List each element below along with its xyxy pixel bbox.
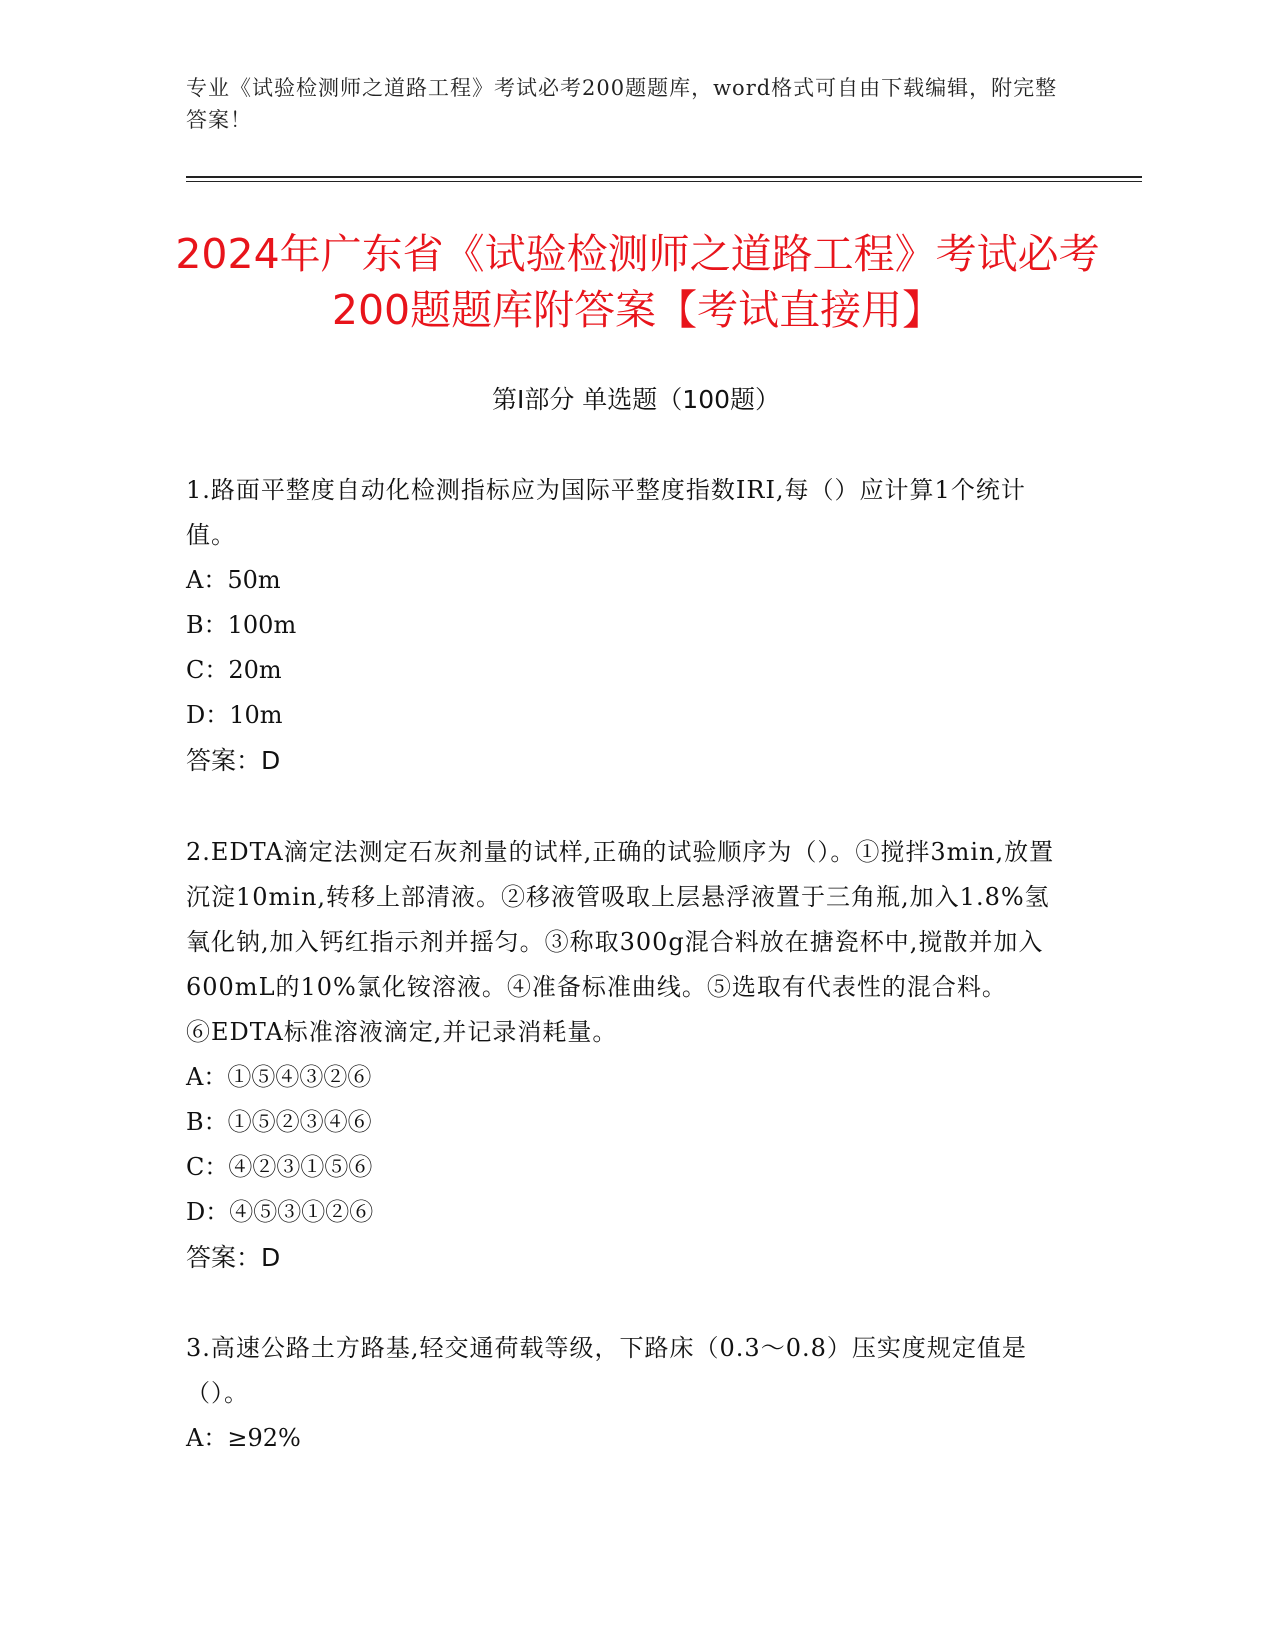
option-a: A：≥92% <box>186 1424 301 1452</box>
option-a: A：50m <box>186 566 281 594</box>
option-d: D：④⑤③①②⑥ <box>186 1198 374 1226</box>
question-stem: 1.路面平整度自动化检测指标应为国际平整度指数IRI,每（）应计算1个统计值。 <box>186 476 1026 549</box>
question-answer: 答案：D <box>186 746 281 775</box>
question-2 <box>186 830 1066 1280</box>
option-c: C：20m <box>186 656 282 684</box>
option-b: B：①⑤②③④⑥ <box>186 1108 372 1136</box>
question-answer: 答案：D <box>186 1243 281 1272</box>
option-a: A：①⑤④③②⑥ <box>186 1063 372 1091</box>
question-stem: 3.高速公路土方路基,轻交通荷载等级，下路床（0.3～0.8）压实度规定值是（）。 <box>186 1334 1027 1407</box>
question-stem: 2.EDTA滴定法测定石灰剂量的试样,正确的试验顺序为（）。①搅拌3min,放置沉淀10min,转移上部清液。②移液管吸取上层悬浮液置于三角瓶,加入1.8%氢氧化钠,加入钙红指示剂并摇匀。③称取300g混合料放在搪瓷杯中,搅散并加入600mL的10%氯化铵溶液。④准备标准曲线。⑤选取有代表性的混合料。⑥EDTA标准溶液滴定,并记录消耗量。 <box>186 838 1055 1046</box>
option-b: B：100m <box>186 611 297 639</box>
question-3 <box>186 1326 1066 1461</box>
option-c: C：④②③①⑤⑥ <box>186 1153 373 1181</box>
question-1 <box>186 468 1066 783</box>
header-note: 专业《试验检测师之道路工程》考试必考200题题库，word格式可自由下载编辑，附完整答案！ <box>186 76 1058 132</box>
section-title: 第Ⅰ部分 单选题（100题） <box>491 385 781 414</box>
option-d: D：10m <box>186 701 283 729</box>
document-title: 2024年广东省《试验检测师之道路工程》考试必考200题题库附答案【考试直接用】 <box>175 230 1100 334</box>
header-divider-thin <box>186 181 1142 182</box>
header-divider-thick <box>186 176 1142 178</box>
